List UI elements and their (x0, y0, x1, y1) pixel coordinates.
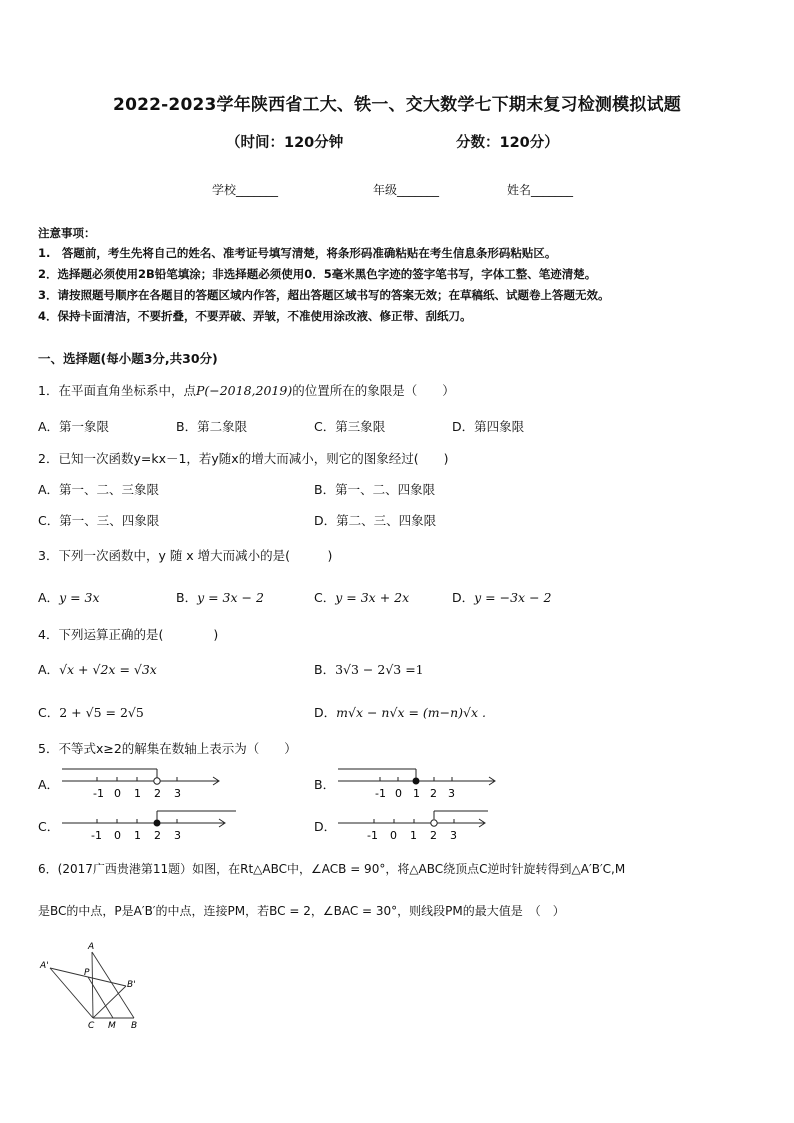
q5-option-d-label: D． (314, 819, 337, 834)
q1-option-c: C．第三象限 (314, 419, 386, 434)
tick-label: -1 (93, 787, 104, 800)
q1-option-d: D．第四象限 (452, 419, 525, 434)
question-6-line-2: 是BC的中点，P是A′B′的中点，连接PM，若BC = 2，∠BAC = 30°，则线段PM的最大值是 （ ） (38, 904, 565, 918)
question-1-prefix: 1．在平面直角坐标系中，点 (38, 383, 196, 398)
question-5: 5．不等式x≥2的解集在数轴上表示为（ ） (38, 741, 297, 756)
tick-label: 0 (114, 787, 121, 800)
tick-label: 3 (448, 787, 455, 800)
time-label: （时间：120分钟 (226, 135, 344, 151)
formula: 3√3 − 2√3 =1 (335, 662, 424, 677)
tick-label: 3 (174, 829, 181, 842)
q5-option-b-label: B． (314, 777, 336, 792)
formula: y = 3x + 2x (335, 590, 410, 605)
tick-label: 2 (154, 787, 161, 800)
school-field: 学校_______ (212, 183, 279, 197)
label-b-prime: B' (127, 980, 136, 990)
q4-option-b (314, 660, 424, 678)
option-label: D． (314, 705, 337, 720)
formula: y = 3x − 2 (197, 590, 264, 605)
q3-option-b (176, 588, 264, 606)
tick-label: 0 (395, 787, 402, 800)
q1-option-a: A．第一象限 (38, 419, 110, 434)
formula: m√x − n√x = (m−n)√x . (336, 705, 487, 720)
note-item: 1. 答题前，考生先将自己的姓名、准考证号填写清楚，将条形码准确粘贴在考生信息条形码粘贴区。 (38, 246, 557, 260)
name-field: 姓名_______ (507, 183, 574, 197)
q5-option-a-label: A． (38, 777, 60, 792)
formula: 2 + √5 = 2√5 (59, 705, 144, 720)
label-a-prime: A' (40, 961, 49, 971)
notes-heading: 注意事项： (38, 226, 96, 240)
number-line-b (334, 764, 504, 802)
question-4: 4．下列运算正确的是( ) (38, 627, 219, 642)
q2-option-a: A．第一、二、三象限 (38, 482, 160, 497)
segment-b1c (93, 986, 126, 1018)
option-label: A． (38, 590, 60, 605)
q1-option-b: B．第二象限 (176, 419, 248, 434)
tick-label: 1 (410, 829, 417, 842)
option-label: A． (38, 662, 60, 677)
q4-option-d (314, 703, 486, 721)
tick-label: 3 (174, 787, 181, 800)
question-1-suffix: 的位置所在的象限是（ ） (292, 383, 455, 398)
question-3: 3．下列一次函数中，y 随 x 增大而减小的是( ) (38, 548, 333, 563)
open-circle (154, 778, 160, 784)
page-title: 2022-2023学年陕西省工大、铁一、交大数学七下期末复习检测模拟试题 (113, 95, 681, 115)
q3-option-a (38, 588, 100, 606)
score-label: 分数：120分） (456, 135, 559, 151)
label-a: A (88, 942, 95, 952)
tick-label: 3 (450, 829, 457, 842)
q2-option-b: B．第一、二、四象限 (314, 482, 436, 497)
tick-marks (97, 777, 177, 781)
q4-option-a (38, 660, 157, 678)
label-b: B (131, 1021, 138, 1030)
figure-lines (50, 952, 134, 1018)
number-line-a (58, 764, 228, 802)
tick-label: 2 (430, 787, 437, 800)
tick-marks (97, 819, 177, 823)
tick-label: -1 (367, 829, 378, 842)
segment-pm (88, 977, 113, 1018)
note-item: 4．保持卡面清洁，不要折叠，不要弄破、弄皱，不准使用涂改液、修正带、刮纸刀。 (38, 309, 472, 323)
tick-label: 1 (134, 829, 141, 842)
q3-option-d (452, 588, 551, 606)
formula: √x + √2x = √3x (59, 662, 157, 677)
question-2: 2．已知一次函数y=kx－1，若y随x的增大而减小，则它的图象经过( ) (38, 451, 449, 466)
tick-label: 1 (134, 787, 141, 800)
question-6-line-1: 6．(2017广西贵港第11题）如图，在Rt△ABC中，∠ACB = 90°，将△ABC绕顶点C逆时针旋转得到△A′B′C,M (38, 862, 626, 876)
tick-label: 0 (390, 829, 397, 842)
number-line-c (58, 806, 240, 844)
tick-label: -1 (91, 829, 102, 842)
option-label: B． (314, 662, 336, 677)
solid-dot (154, 820, 160, 826)
label-m: M (108, 1021, 116, 1030)
option-label: D． (452, 590, 475, 605)
number-line-d (334, 806, 494, 844)
tick-label: 1 (413, 787, 420, 800)
tick-label: -1 (375, 787, 386, 800)
note-item: 2．选择题必须使用2B铅笔填涂；非选择题必须使用0．5毫米黑色字迹的签字笔书写，字体工整、笔迹清楚。 (38, 267, 597, 281)
formula: y = −3x − 2 (474, 590, 552, 605)
section-heading: 一、选择题(每小题3分,共30分) (38, 351, 218, 366)
open-circle (431, 820, 437, 826)
solid-dot (413, 778, 419, 784)
tick-marks (374, 819, 454, 823)
option-label: C． (314, 590, 336, 605)
tick-label: 2 (154, 829, 161, 842)
formula: y = 3x (59, 590, 100, 605)
q3-option-c (314, 588, 409, 606)
q6-figure (36, 938, 154, 1030)
option-label: C． (38, 705, 60, 720)
q5-option-c-label: C． (38, 819, 60, 834)
point-p: P(−2018,2019) (195, 383, 293, 398)
tick-label: 0 (114, 829, 121, 842)
q2-option-d: D．第二、三、四象限 (314, 513, 437, 528)
label-c: C (88, 1021, 95, 1030)
q2-option-c: C．第一、三、四象限 (38, 513, 160, 528)
label-p: P (84, 968, 90, 978)
q4-option-c (38, 703, 144, 721)
grade-field: 年级_______ (373, 183, 440, 197)
question-1 (38, 381, 455, 399)
tick-label: 2 (430, 829, 437, 842)
note-item: 3．请按照题号顺序在各题目的答题区域内作答，超出答题区域书写的答案无效；在草稿纸、试题卷上答题无效。 (38, 288, 610, 302)
option-label: B． (176, 590, 198, 605)
